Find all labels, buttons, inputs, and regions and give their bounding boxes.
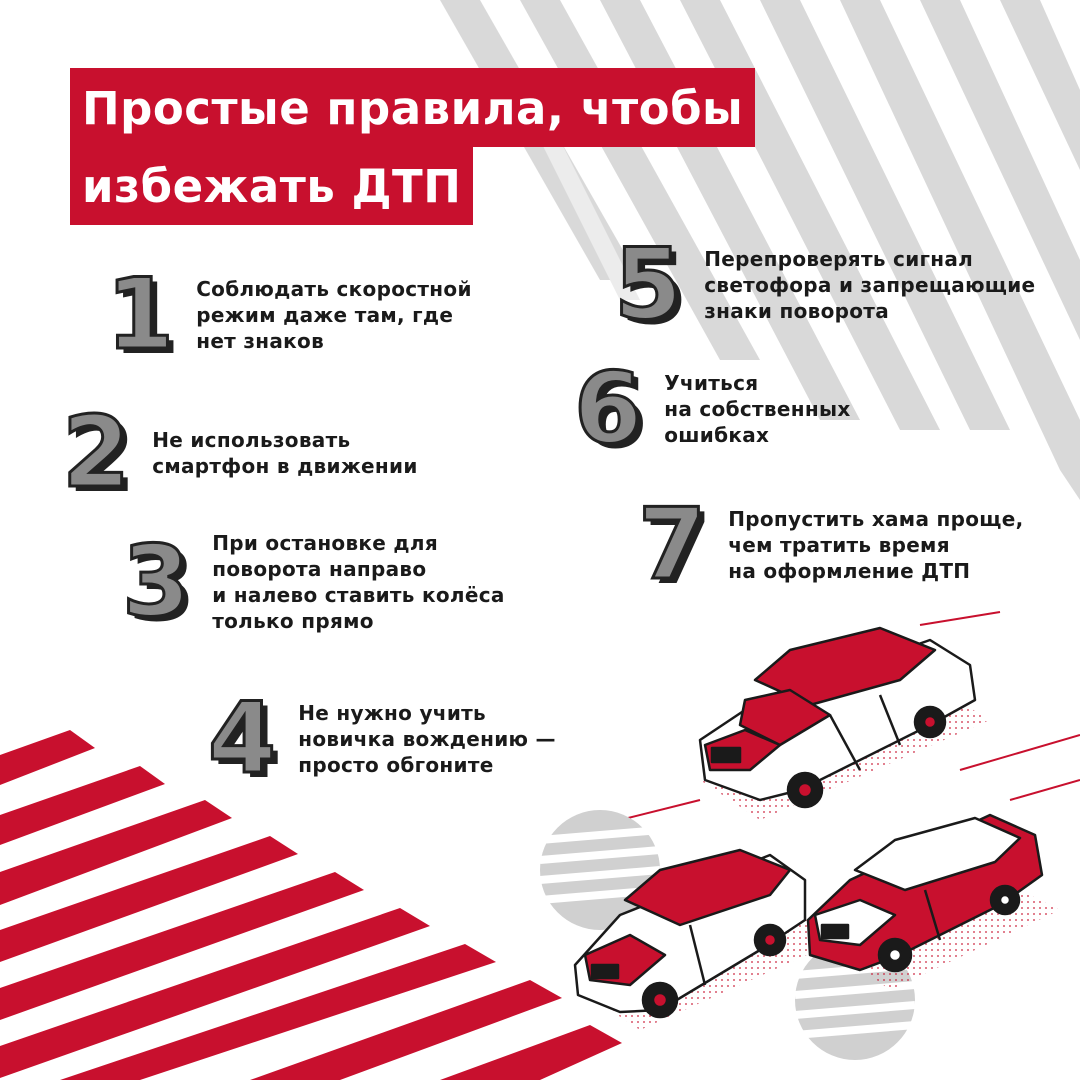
rule-item xyxy=(122,525,505,639)
rule-number: 5 xyxy=(614,228,683,342)
rule-item xyxy=(208,682,556,796)
rule-item xyxy=(574,352,851,466)
rule-text: Не нужно учить новичка вождению — просто обгоните xyxy=(298,701,556,777)
rule-text: Не использовать смартфон в движении xyxy=(152,428,418,478)
rule-number: 6 xyxy=(574,352,643,466)
page-title-line-2: избежать ДТП xyxy=(70,146,473,225)
rule-item xyxy=(614,228,1036,342)
rule-number: 3 xyxy=(122,525,191,639)
rule-text: Пропустить хама проще, чем тратить время на оформление ДТП xyxy=(728,507,1024,583)
rule-number: 2 xyxy=(62,396,131,510)
page-title-line-1: Простые правила, чтобы xyxy=(70,68,755,147)
rule-text: Перепроверять сигнал светофора и запрещающие знаки поворота xyxy=(704,247,1036,323)
rule-number: 1 xyxy=(106,258,175,372)
rule-number: 7 xyxy=(638,488,707,602)
rule-item xyxy=(62,396,418,510)
rule-item xyxy=(106,258,472,372)
rule-text: Учиться на собственных ошибках xyxy=(664,371,851,447)
rule-number: 4 xyxy=(208,682,277,796)
rule-text: При остановке для поворота направо и налево ставить колёса только прямо xyxy=(212,531,505,633)
rule-item xyxy=(638,488,1024,602)
rule-text: Соблюдать скоростной режим даже там, где нет знаков xyxy=(196,277,472,353)
